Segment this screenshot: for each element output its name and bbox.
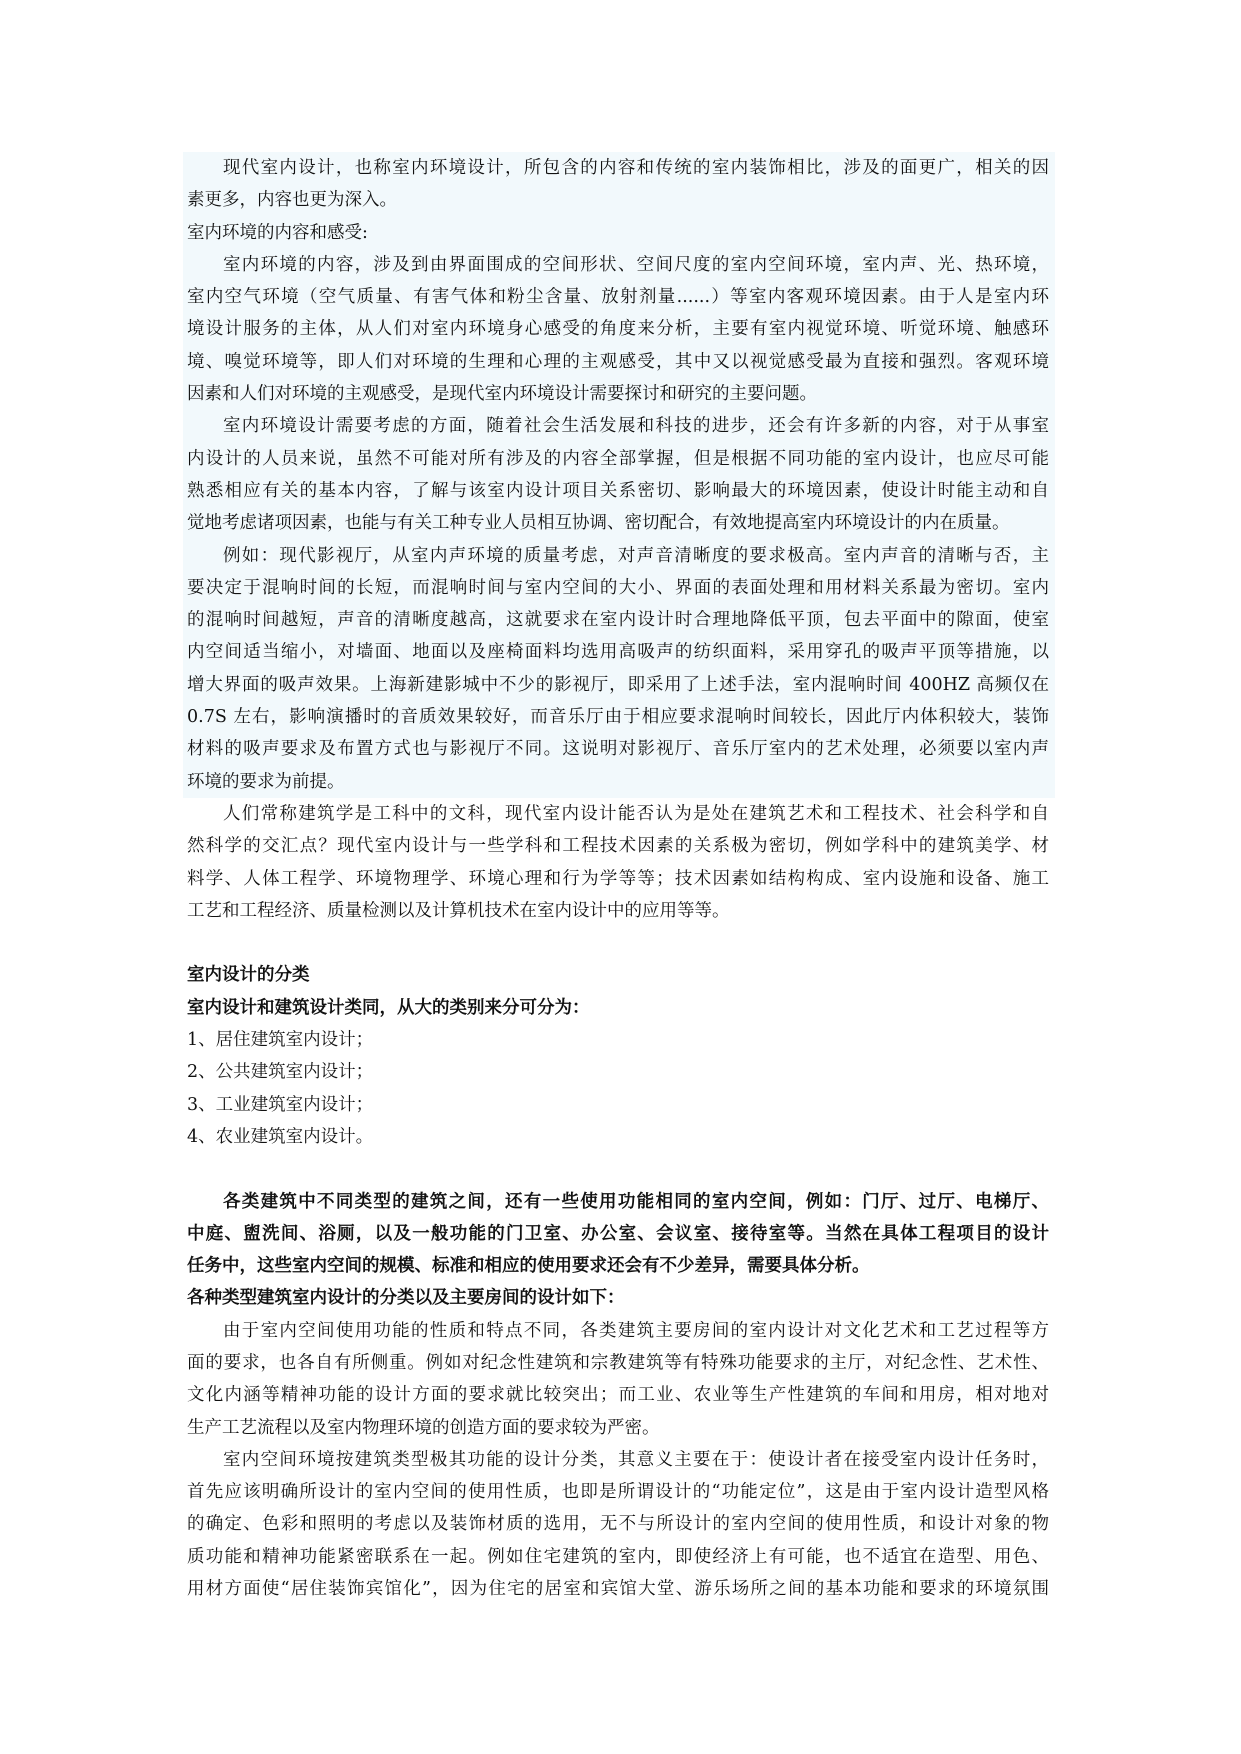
text-line: 室内环境的内容和感受: bbox=[187, 222, 368, 243]
text-line: 熟悉相应有关的基本内容，了解与该室内设计项目关系密切、影响最大的环境因素，使设计时能主动和自 bbox=[187, 480, 1049, 501]
text-line: 0.7S 左右，影响演播时的音质效果较好，而音乐厅由于相应要求混响时间较长，因此厅内体积较大，装饰 bbox=[187, 707, 1049, 728]
paragraph bbox=[187, 1089, 1049, 1121]
text-line: 工艺和工程经济、质量检测以及计算机技术在室内设计中的应用等等。 bbox=[187, 900, 730, 921]
text-line: 人们常称建筑学是工科中的文科，现代室内设计能否认为是处在建筑艺术和工程技术、社会科学和自 bbox=[223, 803, 1049, 824]
paragraph bbox=[187, 1056, 1049, 1088]
text-line: 增大界面的吸声效果。上海新建影城中不少的影视厅，即采用了上述手法，室内混响时间 400HZ 高频仅在 bbox=[187, 674, 1049, 695]
text-line: 用材方面使“居住装饰宾馆化”，因为住宅的居室和宾馆大堂、游乐场所之间的基本功能和要求的环境氛围 bbox=[187, 1579, 1049, 1600]
text-line: 素更多，内容也更为深入。 bbox=[187, 190, 397, 211]
text-line: 内空间适当缩小，对墙面、地面以及座椅面料均选用高吸声的纺织面料，采用穿孔的吸声平顶等措施，以 bbox=[187, 642, 1049, 663]
paragraph bbox=[187, 1444, 1049, 1605]
text-line: 室内空气环境（空气质量、有害气体和粉尘含量、放射剂量......）等室内客观环境因素。由于人是室内环 bbox=[187, 287, 1049, 308]
body-section bbox=[187, 798, 1049, 1605]
paragraph bbox=[187, 1121, 1049, 1153]
text-line: 内设计的人员来说，虽然不可能对所有涉及的内容全部掌握，但是根据不同功能的室内设计，也应尽可能 bbox=[187, 448, 1049, 469]
text-line: 觉地考虑诸项因素，也能与有关工种专业人员相互协调、密切配合，有效地提高室内环境设计的内在质量。 bbox=[187, 513, 1010, 534]
text-line: 由于室内空间使用功能的性质和特点不同，各类建筑主要房间的室内设计对文化艺术和工艺过程等方 bbox=[223, 1320, 1049, 1341]
bold-paragraph bbox=[187, 1282, 1049, 1314]
paragraph bbox=[187, 249, 1049, 410]
blank-line bbox=[187, 1153, 1049, 1185]
paragraph bbox=[187, 410, 1049, 539]
document-page bbox=[187, 152, 1049, 1605]
text-line: 3、工业建筑室内设计； bbox=[187, 1094, 374, 1115]
text-line: 环境的要求为前提。 bbox=[187, 771, 345, 792]
text-line: 各类建筑中不同类型的建筑之间，还有一些使用功能相同的室内空间，例如：门厅、过厅、电梯厅、 bbox=[223, 1191, 1049, 1212]
text-line: 生产工艺流程以及室内物理环境的创造方面的要求较为严密。 bbox=[187, 1417, 660, 1438]
highlighted-section bbox=[183, 152, 1055, 798]
text-line: 中庭、盥洗间、浴厕，以及一般功能的门卫室、办公室、会议室、接待室等。当然在具体工程项目的设计 bbox=[187, 1223, 1049, 1244]
text-line: 的确定、色彩和照明的考虑以及装饰材质的选用，无不与所设计的室内空间的使用性质，和设计对象的物 bbox=[187, 1514, 1049, 1535]
text-line: 因素和人们对环境的主观感受，是现代室内环境设计需要探讨和研究的主要问题。 bbox=[187, 384, 817, 405]
bold-paragraph bbox=[187, 959, 1049, 991]
text-line: 质功能和精神功能紧密联系在一起。例如住宅建筑的室内，即使经济上有可能，也不适宜在造型、用色、 bbox=[187, 1546, 1049, 1567]
text-line: 的混响时间越短，声音的清晰度越高，这就要求在室内设计时合理地降低平顶，包去平面中的隙面，使室 bbox=[187, 610, 1049, 631]
text-line: 例如：现代影视厅，从室内声环境的质量考虑，对声音清晰度的要求极高。室内声音的清晰与否，主 bbox=[223, 545, 1049, 566]
text-line: 室内环境设计需要考虑的方面，随着社会生活发展和科技的进步，还会有许多新的内容，对于从事室 bbox=[223, 416, 1049, 437]
text-line: 文化内涵等精神功能的设计方面的要求就比较突出；而工业、农业等生产性建筑的车间和用房，相对地对 bbox=[187, 1385, 1049, 1406]
text-line: 室内设计和建筑设计类同，从大的类别来分可分为： bbox=[187, 997, 590, 1018]
paragraph bbox=[187, 152, 1049, 217]
paragraph bbox=[187, 798, 1049, 927]
text-line: 然科学的交汇点？现代室内设计与一些学科和工程技术因素的关系极为密切，例如学科中的建筑美学、材 bbox=[187, 836, 1049, 857]
text-line: 各种类型建筑室内设计的分类以及主要房间的设计如下： bbox=[187, 1288, 625, 1309]
paragraph bbox=[187, 540, 1049, 798]
blank-line bbox=[187, 927, 1049, 959]
text-line: 要决定于混响时间的长短，而混响时间与室内空间的大小、界面的表面处理和用材料关系最为密切。室内 bbox=[187, 577, 1049, 598]
text-line: 2、公共建筑室内设计； bbox=[187, 1062, 374, 1083]
text-line: 料学、人体工程学、环境物理学、环境心理和行为学等等；技术因素如结构构成、室内设施和设备、施工 bbox=[187, 868, 1049, 889]
text-line: 1、居住建筑室内设计； bbox=[187, 1030, 374, 1051]
text-line: 面的要求，也各自有所侧重。例如对纪念性建筑和宗教建筑等有特殊功能要求的主厅，对纪念性、艺术性、 bbox=[187, 1352, 1049, 1373]
paragraph bbox=[187, 1024, 1049, 1056]
text-line: 境、嗅觉环境等，即人们对环境的生理和心理的主观感受，其中又以视觉感受最为直接和强烈。客观环境 bbox=[187, 351, 1049, 372]
text-line: 4、农业建筑室内设计。 bbox=[187, 1126, 374, 1147]
text-line: 首先应该明确所设计的室内空间的使用性质，也即是所谓设计的“功能定位”，这是由于室内设计造型风格 bbox=[187, 1482, 1049, 1503]
text-line: 任务中，这些室内空间的规模、标准和相应的使用要求还会有不少差异，需要具体分析。 bbox=[187, 1256, 870, 1277]
paragraph bbox=[187, 1315, 1049, 1444]
bold-paragraph bbox=[187, 1186, 1049, 1283]
paragraph bbox=[187, 217, 1049, 249]
text-line: 现代室内设计，也称室内环境设计，所包含的内容和传统的室内装饰相比，涉及的面更广，相关的因 bbox=[223, 158, 1049, 178]
text-line: 材料的吸声要求及布置方式也与影视厅不同。这说明对影视厅、音乐厅室内的艺术处理，必须要以室内声 bbox=[187, 739, 1049, 760]
text-line: 室内设计的分类 bbox=[187, 965, 310, 986]
text-line: 境设计服务的主体，从人们对室内环境身心感受的角度来分析，主要有室内视觉环境、听觉环境、触感环 bbox=[187, 319, 1049, 340]
bold-paragraph bbox=[187, 992, 1049, 1024]
text-line: 室内空间环境按建筑类型极其功能的设计分类，其意义主要在于：使设计者在接受室内设计任务时， bbox=[223, 1449, 1049, 1470]
text-line: 室内环境的内容，涉及到由界面围成的空间形状、空间尺度的室内空间环境，室内声、光、热环境， bbox=[223, 254, 1049, 275]
